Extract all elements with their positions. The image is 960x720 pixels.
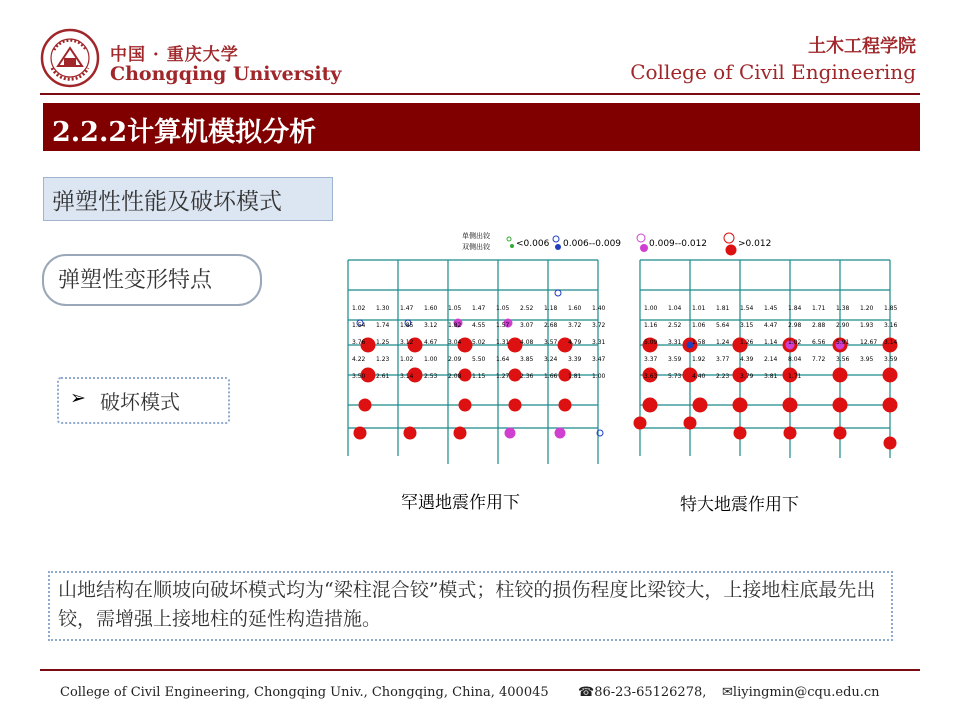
hinge-value-label: 3.14 [884, 339, 898, 346]
hinge-value-label: 1.40 [592, 305, 606, 312]
legend-double-xlarge-icon [726, 245, 737, 256]
hinge-marker [354, 427, 366, 439]
subtitle: 弹塑性性能及破坏模式 [52, 189, 282, 215]
hinge-legend [462, 231, 771, 256]
hinge-value-label: 1.14 [764, 339, 778, 346]
hinge-value-label: 1.00 [644, 305, 658, 312]
legend-single-medium-icon [553, 236, 559, 242]
legend-double-medium-icon [555, 244, 561, 250]
hinge-value-label: 3.95 [860, 356, 874, 363]
hinge-value-label: 1.85 [884, 305, 898, 312]
hinge-value-label: 3.04 [448, 339, 462, 346]
hinge-value-label: 1.45 [764, 305, 778, 312]
hinge-value-label: 3.77 [716, 356, 730, 363]
hinge-value-label: 3.79 [740, 373, 754, 380]
hinge-marker [734, 427, 746, 439]
footer-phone [578, 685, 706, 700]
hinge-marker [555, 428, 565, 438]
hinge-value-label: 1.57 [496, 322, 510, 329]
hinge-value-label: 2.52 [520, 305, 534, 312]
mail-icon: ✉ [722, 685, 733, 700]
hinge-marker [784, 427, 796, 439]
legend-item-2: 0.006--0.009 [563, 239, 622, 249]
hinge-value-label: 5.91 [836, 339, 850, 346]
hinge-value-label: 1.31 [496, 339, 510, 346]
university-name-cn: 中国 · 重庆大学 [110, 45, 239, 65]
hinge-value-label: 3.12 [400, 339, 414, 346]
hinge-value-label: 3.14 [400, 373, 414, 380]
hinge-value-label: 1.18 [544, 305, 558, 312]
hinge-value-label: 5.02 [472, 339, 486, 346]
hinge-value-label: 1.66 [544, 373, 558, 380]
hinge-value-label: 1.38 [836, 305, 850, 312]
hinge-value-label: 1.58 [692, 339, 706, 346]
legend-header-single: 单侧出铰 [462, 232, 490, 240]
hinge-value-label: 4.79 [568, 339, 582, 346]
hinge-value-label: 1.00 [592, 373, 606, 380]
legend-double-small-icon [510, 244, 514, 248]
email-address: liyingmin@cqu.edu.cn [732, 685, 880, 700]
hinge-value-label: 2.98 [788, 322, 802, 329]
hinge-value-label: 3.15 [740, 322, 754, 329]
hinge-value-label: 1.74 [376, 322, 390, 329]
hinge-value-label: 1.81 [716, 305, 730, 312]
hinge-value-label: 1.06 [692, 322, 706, 329]
hinge-value-label: 3.57 [544, 339, 558, 346]
hinge-value-label: 1.05 [496, 305, 510, 312]
hinge-value-label: 3.39 [568, 356, 582, 363]
hinge-value-label: 1.92 [692, 356, 706, 363]
hinge-marker [459, 399, 471, 411]
header-divider [40, 93, 920, 95]
hinge-value-label: 3.72 [568, 322, 582, 329]
legend-header-double: 双侧出铰 [462, 243, 490, 251]
hinge-value-label: 5.09 [644, 339, 658, 346]
arrow-bullet-icon: ➢ [70, 387, 86, 409]
hinge-value-label: 3.59 [884, 356, 898, 363]
hinge-value-label: 1.60 [424, 305, 438, 312]
hinge-value-label: 1.26 [740, 339, 754, 346]
hinge-value-label: 8.04 [788, 356, 802, 363]
hinge-value-label: 2.53 [424, 373, 438, 380]
hinge-value-label: 3.56 [836, 356, 850, 363]
hinge-value-label: 1.64 [496, 356, 510, 363]
hinge-value-label: 3.31 [668, 339, 682, 346]
hinge-value-label: 1.00 [424, 356, 438, 363]
hinge-value-label: 3.50 [352, 373, 366, 380]
hinge-value-label: 3.16 [884, 322, 898, 329]
hinge-value-label: 1.23 [376, 356, 390, 363]
hinge-value-label: 2.52 [668, 322, 682, 329]
hinge-value-label: 3.37 [644, 356, 658, 363]
hinge-value-label: 2.23 [716, 373, 730, 380]
hinge-marker [833, 368, 847, 382]
hinge-marker [883, 398, 897, 412]
hinge-value-label: 6.56 [812, 339, 826, 346]
hinge-value-label: 1.02 [400, 356, 414, 363]
hinge-value-label: 1.01 [692, 305, 706, 312]
footer-email [722, 685, 880, 700]
hinge-value-label: 4.67 [424, 339, 438, 346]
hinge-marker [833, 398, 847, 412]
hinge-marker [555, 290, 561, 296]
hinge-value-label: 1.60 [568, 305, 582, 312]
legend-single-large-icon [637, 234, 645, 242]
slide-title: 2.2.2计算机模拟分析 [52, 117, 317, 148]
footer-address: College of Civil Engineering, Chongqing Univ., Chongqing, China, 400045 [60, 685, 549, 700]
hinge-marker [643, 398, 657, 412]
college-name-en: College of Civil Engineering [630, 60, 916, 84]
legend-item-3: 0.009--0.012 [649, 239, 708, 249]
failure-mode-label: 破坏模式 [100, 390, 180, 414]
hinge-value-label: 5.64 [716, 322, 730, 329]
college-name-cn: 土木工程学院 [808, 36, 916, 57]
legend-double-large-icon [640, 244, 648, 252]
hinge-value-label: 2.68 [544, 322, 558, 329]
hinge-value-label: 12.67 [860, 339, 878, 346]
hinge-value-label: 4.40 [692, 373, 706, 380]
hinge-value-label: 4.55 [472, 322, 486, 329]
hinge-marker [693, 398, 707, 412]
hinge-value-label: 1.15 [472, 373, 486, 380]
hinge-value-label: 2.36 [520, 373, 534, 380]
hinge-value-label: 1.71 [812, 305, 826, 312]
hinge-value-label: 4.08 [520, 339, 534, 346]
phone-icon: ☎ [578, 685, 595, 700]
hinge-marker [834, 427, 846, 439]
hinge-value-label: 7.72 [812, 356, 826, 363]
hinge-value-label: 4.47 [764, 322, 778, 329]
hinge-value-label: 3.85 [520, 356, 534, 363]
caption-extreme-earthquake: 特大地震作用下 [680, 495, 799, 515]
hinge-value-label: 1.54 [352, 322, 366, 329]
hinge-value-label: 1.25 [376, 339, 390, 346]
hinge-value-label: 1.84 [788, 305, 802, 312]
hinge-value-label: 1.16 [644, 322, 658, 329]
hinge-value-label: 1.81 [568, 373, 582, 380]
hinge-marker [783, 398, 797, 412]
hinge-marker [509, 399, 521, 411]
hinge-value-label: 5.50 [472, 356, 486, 363]
hinge-marker [505, 428, 515, 438]
hinge-value-label: 2.61 [376, 373, 390, 380]
hinge-value-label: 3.81 [764, 373, 778, 380]
hinge-value-label: 3.72 [592, 322, 606, 329]
hinge-marker [883, 368, 897, 382]
hinge-value-label: 3.07 [520, 322, 534, 329]
hinge-value-label: 1.93 [860, 322, 874, 329]
hinge-value-label: 1.85 [400, 322, 414, 329]
legend-item-4: >0.012 [738, 239, 772, 249]
hinge-value-label: 3.31 [592, 339, 606, 346]
hinge-value-label: 4.22 [352, 356, 366, 363]
hinge-marker [404, 427, 416, 439]
hinge-value-label: 1.02 [788, 339, 802, 346]
hinge-value-label: 2.09 [448, 356, 462, 363]
footer-divider [40, 669, 920, 671]
legend-item-1: <0.006 [516, 239, 550, 249]
hinge-marker [634, 417, 646, 429]
hinge-value-label: 2.90 [836, 322, 850, 329]
hinge-value-label: 2.14 [764, 356, 778, 363]
hinge-marker [454, 427, 466, 439]
hinge-marker [559, 399, 571, 411]
phone-number: 86-23-65126278, [594, 685, 707, 700]
hinge-value-label: 2.08 [448, 373, 462, 380]
hinge-value-label: 1.82 [448, 322, 462, 329]
hinge-marker [684, 417, 696, 429]
university-seal-logo [40, 28, 100, 88]
legend-single-small-icon [507, 237, 511, 241]
hinge-value-label: 3.76 [352, 339, 366, 346]
hinge-marker [733, 398, 747, 412]
hinge-marker [884, 437, 896, 449]
legend-single-xlarge-icon [724, 233, 734, 243]
hinge-value-label: 1.04 [668, 305, 682, 312]
hinge-marker [359, 399, 371, 411]
hinge-value-label: 1.71 [788, 373, 802, 380]
hinge-value-label: 3.24 [544, 356, 558, 363]
hinge-value-label: 2.88 [812, 322, 826, 329]
university-name-en: Chongqing University [110, 63, 342, 85]
hinge-value-label: 1.30 [376, 305, 390, 312]
caption-rare-earthquake: 罕遇地震作用下 [401, 493, 520, 513]
hinge-value-label: 1.20 [860, 305, 874, 312]
hinge-value-label: 1.47 [472, 305, 486, 312]
hinge-value-label: 1.54 [740, 305, 754, 312]
hinge-value-label: 5.73 [668, 373, 682, 380]
hinge-value-label: 4.39 [740, 356, 754, 363]
conclusion-text: 山地结构在顺坡向破坏模式均为“梁柱混合铰”模式；柱铰的损伤程度比梁铰大，上接地柱底最先出铰，需增强上接地柱的延性构造措施。 [58, 579, 876, 630]
hinge-value-label: 3.47 [592, 356, 606, 363]
hinge-value-label: 3.59 [668, 356, 682, 363]
hinge-value-label: 1.24 [716, 339, 730, 346]
hinge-value-label: 3.63 [644, 373, 658, 380]
deformation-feature-label: 弹塑性变形特点 [58, 268, 213, 293]
hinge-value-label: 3.12 [424, 322, 438, 329]
hinge-value-label: 1.47 [400, 305, 414, 312]
hinge-value-label: 1.27 [496, 373, 510, 380]
frame-hinge-diagram [338, 228, 898, 474]
hinge-value-label: 1.02 [352, 305, 366, 312]
hinge-value-label: 1.05 [448, 305, 462, 312]
